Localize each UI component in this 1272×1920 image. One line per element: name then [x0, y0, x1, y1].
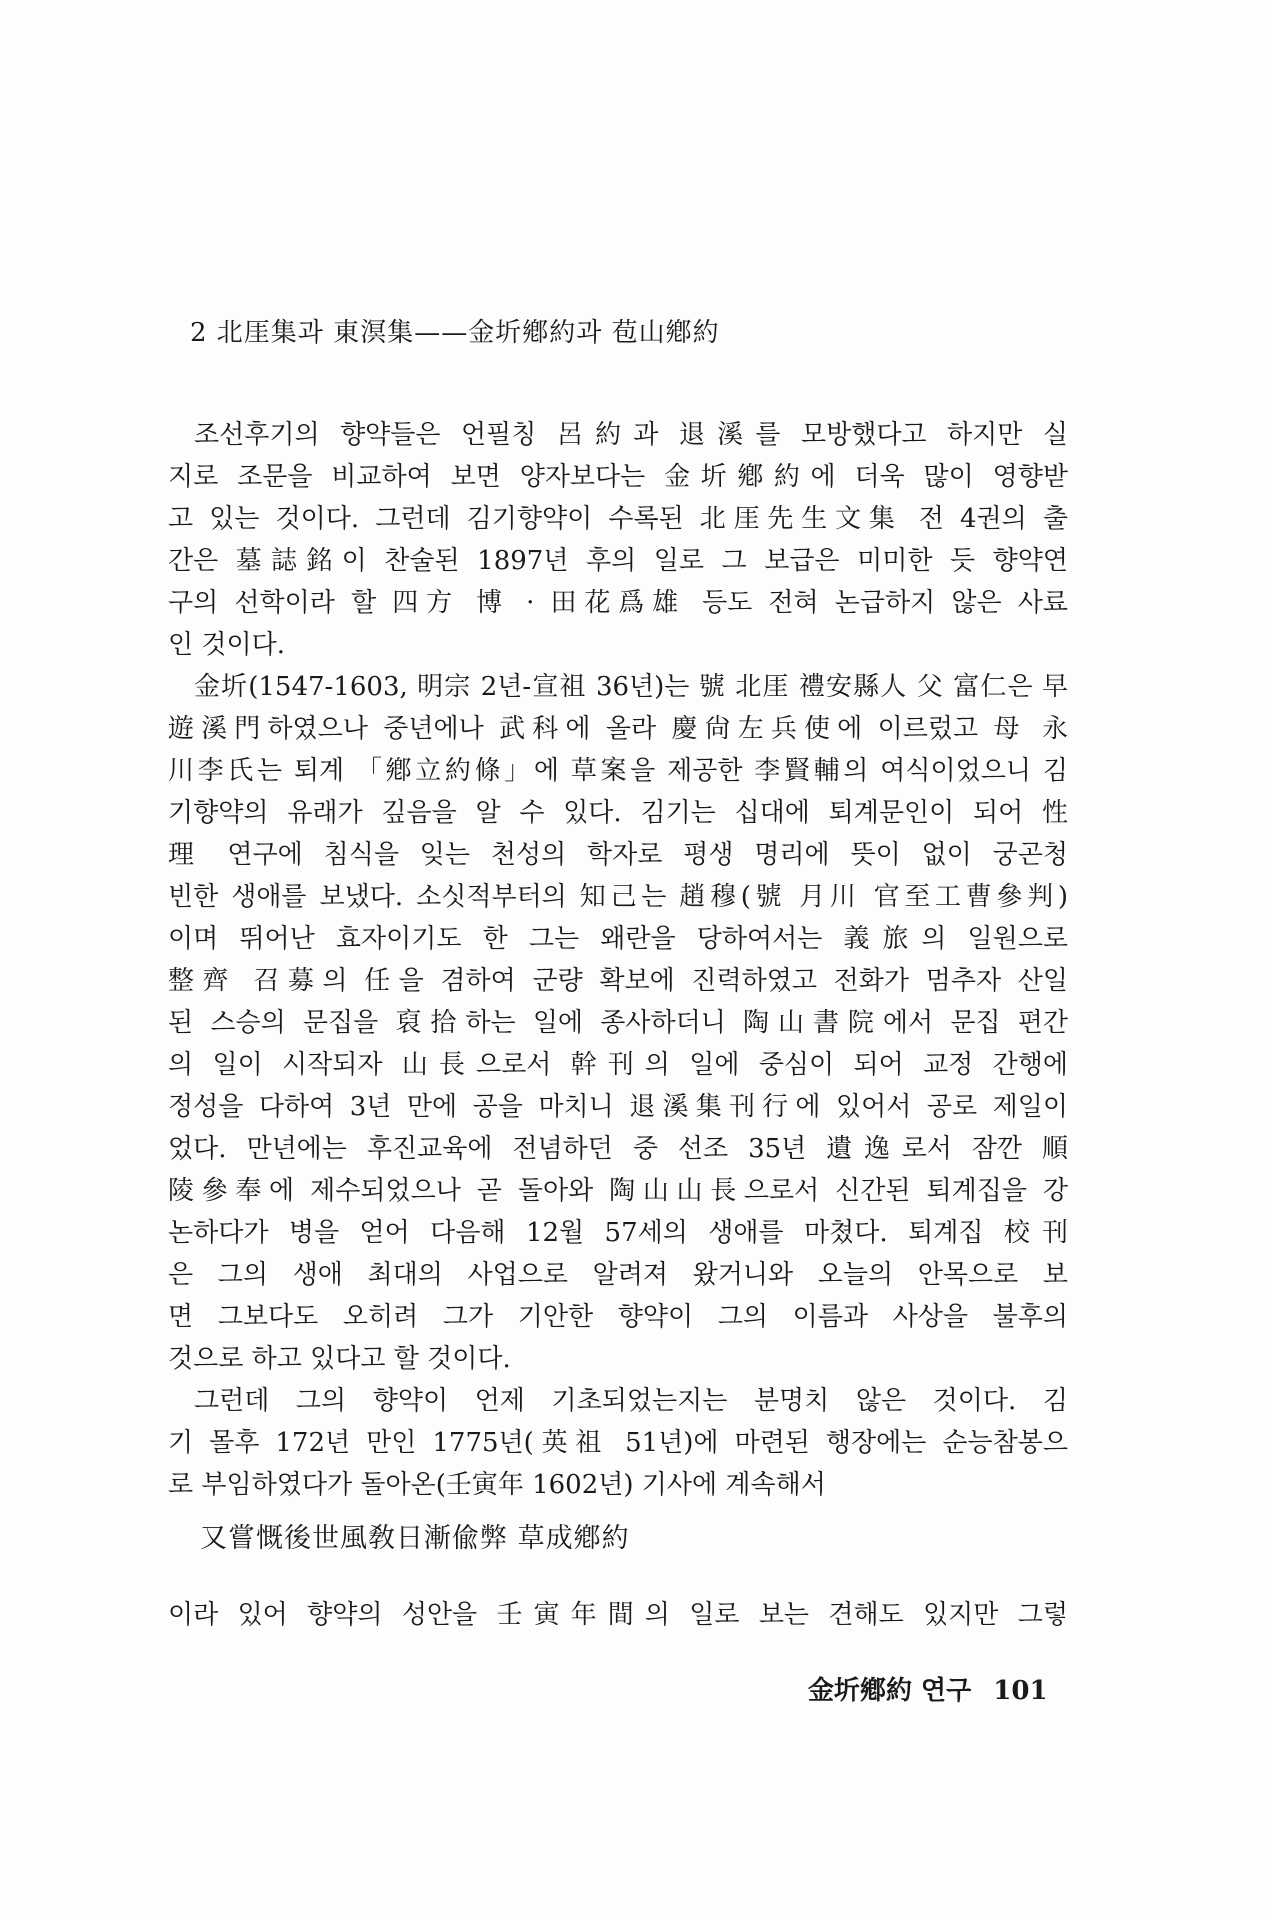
- paragraph-line: 기향약의 유래가 깊음을 알 수 있다. 김기는 십대에 퇴계문인이 되어 性: [168, 798, 1068, 828]
- footer-title: 金圻鄕約 연구: [808, 1676, 972, 1706]
- paragraph-line: 정성을 다하여 3년 만에 공을 마치니 退溪集刊行에 있어서 공로 제일이: [168, 1092, 1068, 1122]
- paragraph-line: 구의 선학이라 할 四方 博 · 田花爲雄 등도 전혀 논급하지 않은 사료: [168, 588, 1068, 618]
- paragraph-line: 고 있는 것이다. 그런데 김기향약이 수록된 北厓先生文集 전 4권의 출: [168, 504, 1068, 534]
- paragraph-line: 遊溪門하였으나 중년에나 武科에 올라 慶尙左兵使에 이르렀고 母 永: [168, 714, 1068, 744]
- paragraph-line: 理 연구에 침식을 잊는 천성의 학자로 평생 명리에 뜻이 없이 궁곤청: [168, 840, 1068, 870]
- paragraph-line: 빈한 생애를 보냈다. 소싯적부터의 知己는 趙穆(號 月川 官至工曹參判): [168, 882, 1068, 912]
- running-footer: [808, 1670, 1048, 1707]
- paragraph-line: 의 일이 시작되자 山長으로서 幹刊의 일에 중심이 되어 교정 간행에: [168, 1050, 1068, 1080]
- page-number: 101: [993, 1676, 1048, 1706]
- paragraph-line: 지로 조문을 비교하여 보면 양자보다는 金圻鄕約에 더욱 많이 영향받: [168, 462, 1068, 492]
- section-heading: 2 北厓集과 東溟集——金圻鄕約과 苞山鄕約: [190, 318, 720, 348]
- paragraph-line: 金圻(1547-1603, 明宗 2년-宣祖 36년)는 號 北厓 禮安縣人 父 富仁은 早: [194, 672, 1068, 702]
- paragraph-line: 로 부임하였다가 돌아온(壬寅年 1602년) 기사에 계속해서: [168, 1470, 826, 1500]
- paragraph-line: 조선후기의 향약들은 언필칭 呂約과 退溪를 모방했다고 하지만 실: [194, 420, 1068, 450]
- paragraph-line: 은 그의 생애 최대의 사업으로 알려져 왔거니와 오늘의 안목으로 보: [168, 1260, 1068, 1290]
- paragraph-line: 것으로 하고 있다고 할 것이다.: [168, 1344, 511, 1374]
- paragraph-line: 된 스승의 문집을 裒拾하는 일에 종사하더니 陶山書院에서 문집 편간: [168, 1008, 1068, 1038]
- paragraph-line: 그런데 그의 향약이 언제 기초되었는지는 분명치 않은 것이다. 김: [194, 1386, 1068, 1416]
- paragraph-line: 이며 뛰어난 효자이기도 한 그는 왜란을 당하여서는 義旅의 일원으로: [168, 924, 1068, 954]
- paragraph-line: 기 몰후 172년 만인 1775년(英祖 51년)에 마련된 행장에는 순능참봉으: [168, 1428, 1068, 1458]
- paragraph-line: 었다. 만년에는 후진교육에 전념하던 중 선조 35년 遺逸로서 잠깐 順: [168, 1134, 1068, 1164]
- paragraph-line: 논하다가 병을 얻어 다음해 12월 57세의 생애를 마쳤다. 퇴계집 校刊: [168, 1218, 1068, 1248]
- paragraph-line: 이라 있어 향약의 성안을 壬寅年間의 일로 보는 견해도 있지만 그렇: [168, 1600, 1068, 1630]
- paragraph-line: 陵參奉에 제수되었으나 곧 돌아와 陶山山長으로서 신간된 퇴계집을 강: [168, 1176, 1068, 1206]
- paragraph-line: 整齊 召募의 任을 겸하여 군량 확보에 진력하였고 전화가 멈추자 산일: [168, 966, 1068, 996]
- paragraph-line: 면 그보다도 오히려 그가 기안한 향약이 그의 이름과 사상을 불후의: [168, 1302, 1068, 1332]
- paragraph-line: 간은 墓誌銘이 찬술된 1897년 후의 일로 그 보급은 미미한 듯 향약연: [168, 546, 1068, 576]
- paragraph-line: 川李氏는 퇴계 「鄕立約條」에 草案을 제공한 李賢輔의 여식이었으니 김: [168, 756, 1068, 786]
- block-quote: 又嘗慨後世風敎日漸偸弊 草成鄕約: [200, 1523, 630, 1554]
- paragraph-line: 인 것이다.: [168, 630, 285, 660]
